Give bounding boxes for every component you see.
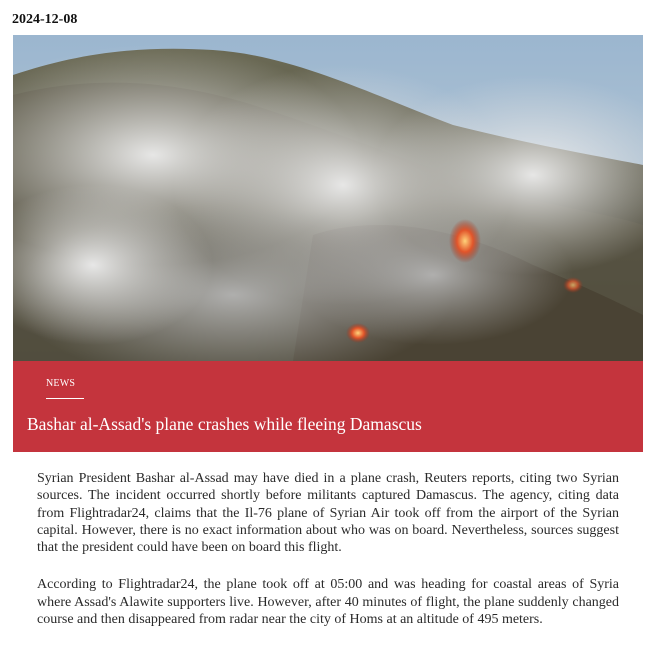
article-date: 2024-12-08 (12, 12, 78, 27)
paragraph: According to Flightradar24, the plane took off at 05:00 and was heading for coastal areas of Syria where Assad's Alawite supporters live. However, after 40 minutes of flight, the plane suddenly changed course and then disappeared from radar near the city of Homs at an altitude of 495 meters. (37, 577, 619, 628)
paragraph: Syrian President Bashar al-Assad may have died in a plane crash, Reuters reports, citing two Syrian sources. The incident occurred shortly before militants captured Damascus. The agency, citing data from Flightradar24, claims that the Il-76 plane of Syrian Air took off from the airport of the Syrian capital. However, there is no exact information about who was on board. Nevertheless, sources suggest that the president could have been on board this flight. (37, 471, 619, 556)
headline[interactable]: Bashar al-Assad's plane crashes while fleeing Damascus (27, 414, 422, 434)
tag-underline (46, 398, 84, 399)
hero-photo (13, 35, 643, 361)
hero-card[interactable] (13, 35, 643, 452)
category-tag[interactable]: NEWS (46, 378, 76, 389)
article-body (37, 470, 619, 648)
headline-banner (13, 361, 643, 452)
